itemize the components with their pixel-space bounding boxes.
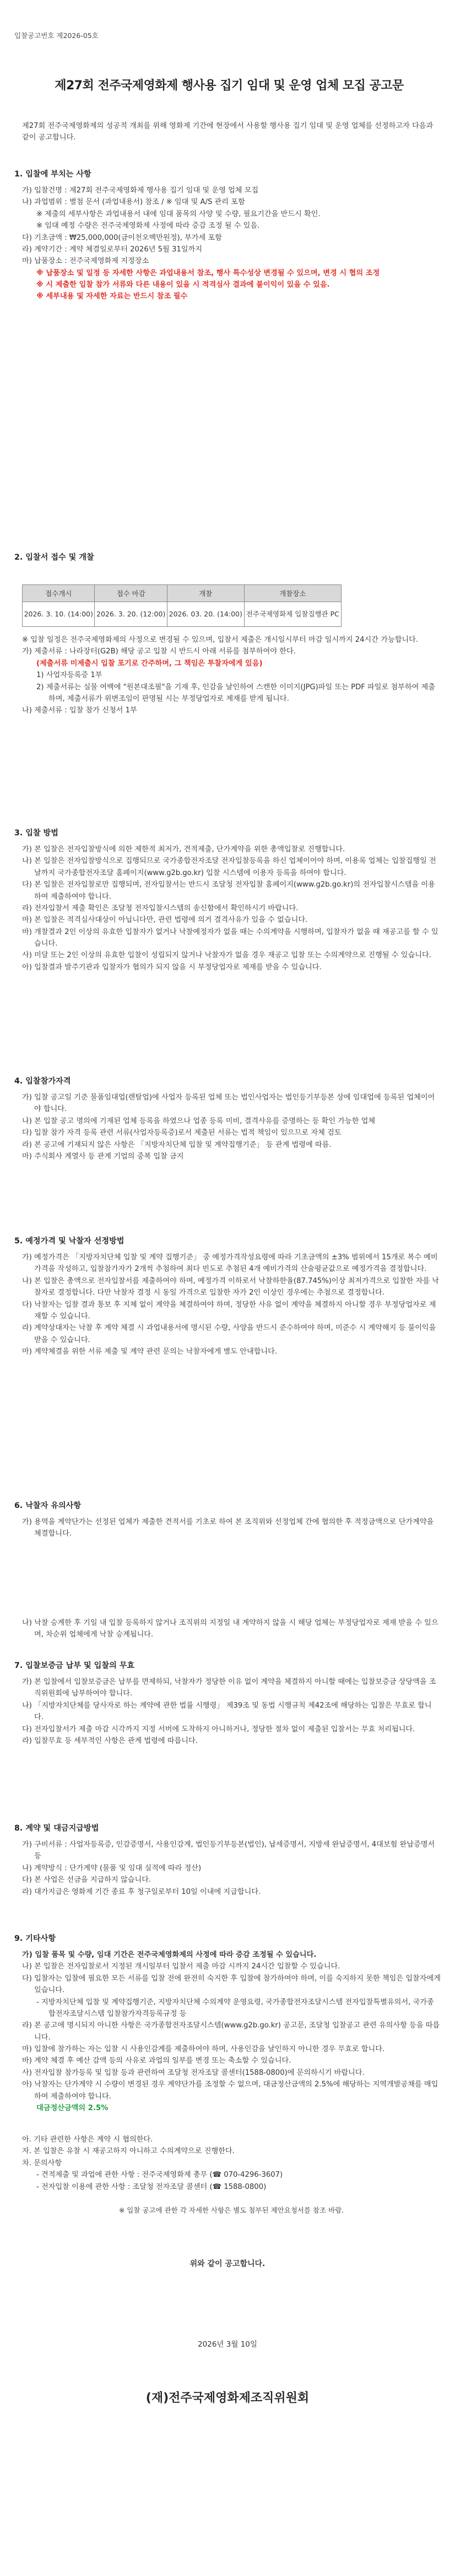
- s9-item: 나) 본 입찰은 전자입찰로서 지정된 개시일부터 입찰서 제출 마감 시까지 24시간 입찰할 수 있습니다.: [22, 1962, 340, 1971]
- s4-item: 마) 주식회사 계열사 등 관계 기업의 중복 입찰 금지: [22, 1152, 184, 1161]
- section-9-heading: 9. 기타사항: [14, 1934, 56, 1943]
- section-1-body: [22, 185, 441, 303]
- s4-item: 라) 본 공고에 기재되지 않은 사항은 「지방자치단체 입찰 및 계약집행기준」 등 관계 법령에 따름.: [22, 1140, 332, 1149]
- section-6-heading: 6. 낙찰자 유의사항: [14, 1501, 82, 1510]
- schedule-header-cell: 개찰장소: [244, 585, 341, 602]
- section-4-body: [22, 1092, 441, 1162]
- closing-item: - 견적제출 및 과업에 관한 사항 : 전주국제영화제 총무 (☎ 070-4296-3607): [36, 2171, 283, 2180]
- s5-item: 라) 계약상대자는 낙찰 후 계약 체결 시 과업내용서에 명시된 수량, 사양을 반드시 준수하여야 하며, 미준수 시 계약해지 등 불이익을 받을 수 있습니다.: [22, 1324, 436, 1344]
- schedule-header-cell: 접수개시: [23, 585, 95, 602]
- s7-item: 라) 입찰무효 등 세부적인 사항은 관계 법령에 따릅니다.: [22, 1736, 198, 1745]
- s3-item: 라) 전자입찰서 제출 확인은 조달청 전자입찰시스템의 송신함에서 확인하시기 바랍니다.: [22, 904, 299, 913]
- s1-item: 가) 입찰건명 : 제27회 전주국제영화제 행사용 집기 임대 및 운영 업체 모집: [22, 186, 259, 195]
- s1-item: ※ 임대 예정 수량은 전주국제영화제 사정에 따라 증감 조정 될 수 있음.: [36, 222, 260, 230]
- section-3-heading: 3. 입찰 방법: [14, 829, 58, 838]
- s9-item: 마) 입찰에 참가하는 자는 입찰 시 사용인감계를 제출하여야 하며, 사용인감을 날인하지 아니한 경우 무효로 합니다.: [22, 2045, 385, 2053]
- s8-item: 나) 계약방식 : 단가계약 (물품 및 임대 실적에 따라 정산): [22, 1864, 202, 1872]
- closing-note: ※ 입찰 공고에 관한 각 자세한 사항은 별도 첨부된 제안요청서를 참조 바람.: [118, 2205, 344, 2214]
- s8-item: 가) 구비서류 : 사업자등록증, 인감증명서, 사용인감계, 법인등기부등본(법인), 납세증명서, 지방세 완납증명서, 4대보험 완납증명서 등: [22, 1840, 435, 1861]
- schedule-row: [23, 602, 342, 627]
- s3-item: 사) 미달 또는 2인 이상의 유효한 입찰이 성립되지 않거나 낙찰자가 없을 경우 재공고 입찰 또는 수의계약으로 진행될 수 있습니다.: [22, 951, 431, 960]
- schedule-cell: 2026. 3. 10. (14:00): [23, 602, 95, 627]
- section-8-body: [22, 1839, 441, 1898]
- s3-item: 다) 본 입찰은 전자입찰로만 집행되며, 전자입찰서는 반드시 조달청 전자입찰 홈페이지(www.g2b.go.kr)의 전자입찰시스템을 이용하여 제출하여야 합니다.: [22, 881, 435, 901]
- section-2-body: [22, 634, 441, 717]
- s7-item: 가) 본 입찰에서 입찰보증금은 납부를 면제하되, 낙찰자가 정당한 이유 없이 계약을 체결하지 아니할 때에는 입찰보증금 상당액을 조직위원회에 납부하여야 합니다.: [22, 1678, 436, 1698]
- s3-item: 가) 본 입찰은 전자입찰방식에 의한 제한적 최저가, 견적제출, 단가계약을 위한 총액입찰로 진행합니다.: [22, 845, 345, 854]
- closing-body: [22, 2134, 441, 2216]
- section-1-heading: 1. 입찰에 부치는 사항: [14, 170, 91, 179]
- s7-item: 다) 전자입찰서가 제출 마감 시각까지 지정 서버에 도착하지 아니하거나, 정당한 절차 없이 제출된 입찰서는 무효 처리됩니다.: [22, 1725, 415, 1734]
- schedule-header-row: [23, 585, 342, 602]
- s1-item: ※ 납품장소 및 일정 등 자세한 사항은 과업내용서 참조, 행사 특수성상 변경될 수 있으며, 변경 시 협의 조정: [36, 269, 380, 277]
- schedule-table: [22, 584, 342, 627]
- s1-item: 라) 계약기간 : 계약 체결일로부터 2026년 5월 31일까지: [22, 245, 202, 254]
- s6-item: 나) 낙찰 승계한 후 기일 내 입찰 등록하지 않거나 조직위의 지정일 내 계약하지 않을 시 해당 업체는 부정당업자로 제재 받을 수 있으며, 차순위 업체에게 낙찰 승계됩니다.: [22, 1618, 438, 1639]
- s9-green-note: 대금정산금액의 2.5%: [36, 2103, 109, 2112]
- s9-item: 사) 전자입찰 참가등록 및 입찰 등과 관련하여 조달청 전자조달 콜센터(1588-0800)에 문의하시기 바랍니다.: [22, 2068, 365, 2077]
- s1-item: ※ 시 제출한 입찰 참가 서류와 다른 내용이 있을 시 적격심사 결과에 불이익이 있을 수 있음.: [36, 281, 330, 289]
- s2-note: ※ 입찰 일정은 전주국제영화제의 사정으로 변경될 수 있으며, 입찰서 제출은 개시일시부터 마감 일시까지 24시간 가능합니다.: [22, 636, 419, 644]
- section-4-heading: 4. 입찰참가자격: [14, 1077, 71, 1086]
- s2-note: 나) 제출서류 : 입찰 참가 신청서 1부: [22, 706, 137, 715]
- schedule-cell: 2026. 3. 20. (12:00): [95, 602, 167, 627]
- section-3-body: [22, 844, 441, 973]
- section-9-body: [22, 1949, 441, 2114]
- schedule-cell: 2026. 03. 20. (14:00): [167, 602, 244, 627]
- schedule-cell: 전주국제영화제 입찰집행관 PC: [244, 602, 341, 627]
- s3-item: 마) 본 입찰은 적격심사대상이 아닙니다만, 관련 법령에 의거 결격사유가 있을 수 없습니다.: [22, 916, 308, 925]
- s7-item: 나) 「지방자치단체를 당사자로 하는 계약에 관한 법률 시행령」 제39조 및 동법 시행규칙 제42조에 해당하는 입찰은 무효로 합니다.: [22, 1701, 432, 1722]
- s9-item: 바) 계약 체결 후 예산 감액 등의 사유로 과업의 일부를 변경 또는 축소할 수 있습니다.: [22, 2057, 291, 2065]
- s9-item: - 지방자치단체 입찰 및 계약집행기준, 지방자치단체 수의계약 운영요령, 국가종합전자조달시스템 전자입찰특별유의서, 국가종합전자조달시스템 입찰참가자격등록규정 등: [36, 1998, 434, 2018]
- organization-name: (재)전주국제영화제조직위원회: [145, 2391, 310, 2405]
- section-8-heading: 8. 계약 및 대금지급방법: [14, 1824, 99, 1833]
- s2-note: 1) 사업자등록증 1부: [36, 671, 102, 680]
- s4-item: 나) 본 입찰 공고 명의에 기재된 업체 등록을 하였으나 업종 등록 미비, 결격사유를 증명하는 등 확인 가능한 업체: [22, 1117, 376, 1125]
- s5-item: 마) 계약체결을 위한 서류 제출 및 계약 관련 문의는 낙찰자에게 별도 안내합니다.: [22, 1348, 278, 1356]
- s1-item: 다) 기초금액 : ₩25,000,000(금이천오백만원정), 부가세 포함: [22, 233, 222, 242]
- s6-item: 가) 용역을 계약단가는 선정된 업체가 제출한 견적서를 기초로 하여 본 조직위와 선정업체 간에 협의한 후 적정금액으로 단가계약을 체결합니다.: [22, 1518, 434, 1538]
- closing-item: 자. 본 입찰은 유찰 시 재공고하지 아니하고 수의계약으로 진행한다.: [22, 2147, 235, 2156]
- section-7-heading: 7. 입찰보증금 납부 및 입찰의 무효: [14, 1661, 135, 1670]
- page-title: 제27회 전주국제영화제 행사용 집기 임대 및 운영 업체 모집 공고문: [55, 79, 404, 93]
- section-5-body: [22, 1252, 441, 1357]
- s2-note: 가) 제출서류 : 나라장터(G2B) 해당 공고 입찰 시 반드시 아래 서류를 첨부하여야 한다.: [22, 647, 296, 656]
- section-5-heading: 5. 예정가격 및 낙찰자 선정방법: [14, 1237, 124, 1246]
- s2-note: 2) 제출서류는 실물 여백에 "원본대조필"을 기재 후, 인감을 날인하여 스캔한 이미지(JPG)파일 또는 PDF 파일로 첨부하여 제출하며, 제출서류가 위변조임이 판명될 시는 부정당업자로 제재를 받게 됩니다.: [36, 683, 436, 703]
- closing-statement: 위와 같이 공고합니다.: [189, 2260, 266, 2268]
- s8-item: 라) 대가지급은 영화제 기간 종료 후 청구일로부터 10일 이내에 지급합니다.: [22, 1887, 261, 1896]
- intro-text: 제27회 전주국제영화제의 성공적 개최를 위해 영화제 기간에 현장에서 사용할 행사용 집기 임대 및 운영 업체를 선정하고자 다음과 같이 공고합니다.: [22, 122, 434, 142]
- section-2-heading: 2. 입찰서 접수 및 개찰: [14, 553, 94, 562]
- s5-item: 가) 예정가격은 「지방자치단체 입찰 및 계약 집행기준」 중 예정가격작성요령에 따라 기초금액의 ±3% 범위에서 15개로 복수 예비가격을 작성하고, 입찰참가자가 2개씩 추첨하여 최다 빈도로 추첨된 4개 예비가격의 산술평균값으로 예정가격을 결정합니다.: [22, 1253, 438, 1274]
- s2-note: (제출서류 미제출시 입찰 포기로 간주하며, 그 책임은 투찰자에게 있음): [36, 659, 263, 668]
- intro-paragraph: [22, 120, 441, 144]
- s4-item: 가) 입찰 공고일 기준 물품임대업(렌탈업)에 사업자 등록된 업체 또는 법인사업자는 법인등기부등본 상에 임대업에 등록된 업체이어야 합니다.: [22, 1093, 435, 1114]
- closing-item: - 전자입찰 이용에 관한 사항 : 조달청 전자조달 콜센터 (☎ 1588-0800): [36, 2182, 267, 2191]
- closing-item: 차. 문의사항: [22, 2159, 62, 2167]
- s1-red-note: ※ 세부내용 및 자세한 자료는 반드시 참조 필수: [36, 292, 188, 301]
- s9-item: 라) 본 공고에 명시되지 아니한 사항은 국가종합전자조달시스템(www.g2b.go.kr) 공고문, 조달청 입찰공고 관련 유의사항 등을 따릅니다.: [22, 2021, 440, 2042]
- s9-item: 다) 입찰자는 입찰에 필요한 모든 서류를 입찰 전에 완전히 숙지한 후 입찰에 참가하여야 하며, 이를 숙지하지 못한 책임은 입찰자에게 있습니다.: [22, 1974, 441, 1995]
- s5-item: 나) 본 입찰은 총액으로 전자입찰서를 제출하여야 하며, 예정가격 이하로서 낙찰하한율(87.745%)이상 최저가격으로 입찰한 자를 낙찰자로 결정합니다. 다만 낙찰자 결정 시 동일 가격으로 입찰한 자가 2인 이상인 경우에는 추첨으로 결정합니다.: [22, 1276, 440, 1297]
- notice-number: 입찰공고번호 제2026-05호: [14, 31, 99, 40]
- s1-item: 마) 납품장소 : 전주국제영화제 지정장소: [22, 257, 149, 266]
- section-6-body: [22, 1516, 441, 1641]
- section-7-body: [22, 1676, 441, 1747]
- s9-item: 가) 입찰 품목 및 수량, 임대 기간은 전주국제영화제의 사정에 따라 증감 조정될 수 있습니다.: [22, 1951, 317, 1959]
- s3-item: 아) 입찰결과 발주기관과 입찰자가 협의가 되지 않을 시 부정당업자로 제재를 받을 수 있습니다.: [22, 963, 322, 972]
- s3-item: 바) 개찰결과 2인 이상의 유효한 입찰자가 없거나 낙찰예정자가 없을 때는 수의계약을 시행하며, 입찰자가 없을 때 재공고를 할 수 있습니다.: [22, 927, 438, 948]
- s5-item: 다) 낙찰자는 입찰 결과 통보 후 지체 없이 계약을 체결하여야 하며, 정당한 사유 없이 계약을 체결하지 아니할 경우 부정당업자로 제재할 수 있습니다.: [22, 1300, 436, 1321]
- s8-item: 다) 본 사업은 선금을 지급하지 않습니다.: [22, 1876, 151, 1885]
- s3-item: 나) 본 입찰은 전자입찰방식으로 집행되므로 국가종합전자조달 전자입찰등록을 하신 업체이어야 하며, 이용록 업체는 입찰집행일 전날까지 국가종합전자조달 홈페이지(www.g2b.go.kr) 입찰 시스템에 이용자 등록을 하여야 합니다.: [22, 857, 436, 877]
- s4-item: 다) 입찰 참가 자격 등록 관련 서류(사업자등록증)로서 제출된 서류는 법적 책임이 있으므로 자체 검토: [22, 1129, 342, 1137]
- s9-item: 아) 낙찰자는 단가계약 시 수량이 변경된 경우 계약단가를 조정할 수 없으며, 대금정산금액의 2.5%에 해당하는 지역개발공채를 매입하여 제출하여야 합니다.: [22, 2080, 438, 2101]
- schedule-header-cell: 접수 마감: [95, 585, 167, 602]
- schedule-header-cell: 개찰: [167, 585, 244, 602]
- s1-item: 나) 과업범위 : 별첨 문서 (과업내용서) 참조 / ※ 임대 및 A/S 관리 포함: [22, 198, 245, 207]
- s1-item: ※ 제출의 세부사항은 과업내용서 내에 임대 품목의 사양 및 수량, 필요기간을 반드시 확인.: [36, 210, 321, 218]
- notice-date: 2026년 3월 10일: [198, 2340, 257, 2349]
- closing-item: 아. 기타 관련한 사항은 계약 시 협의한다.: [22, 2135, 153, 2144]
